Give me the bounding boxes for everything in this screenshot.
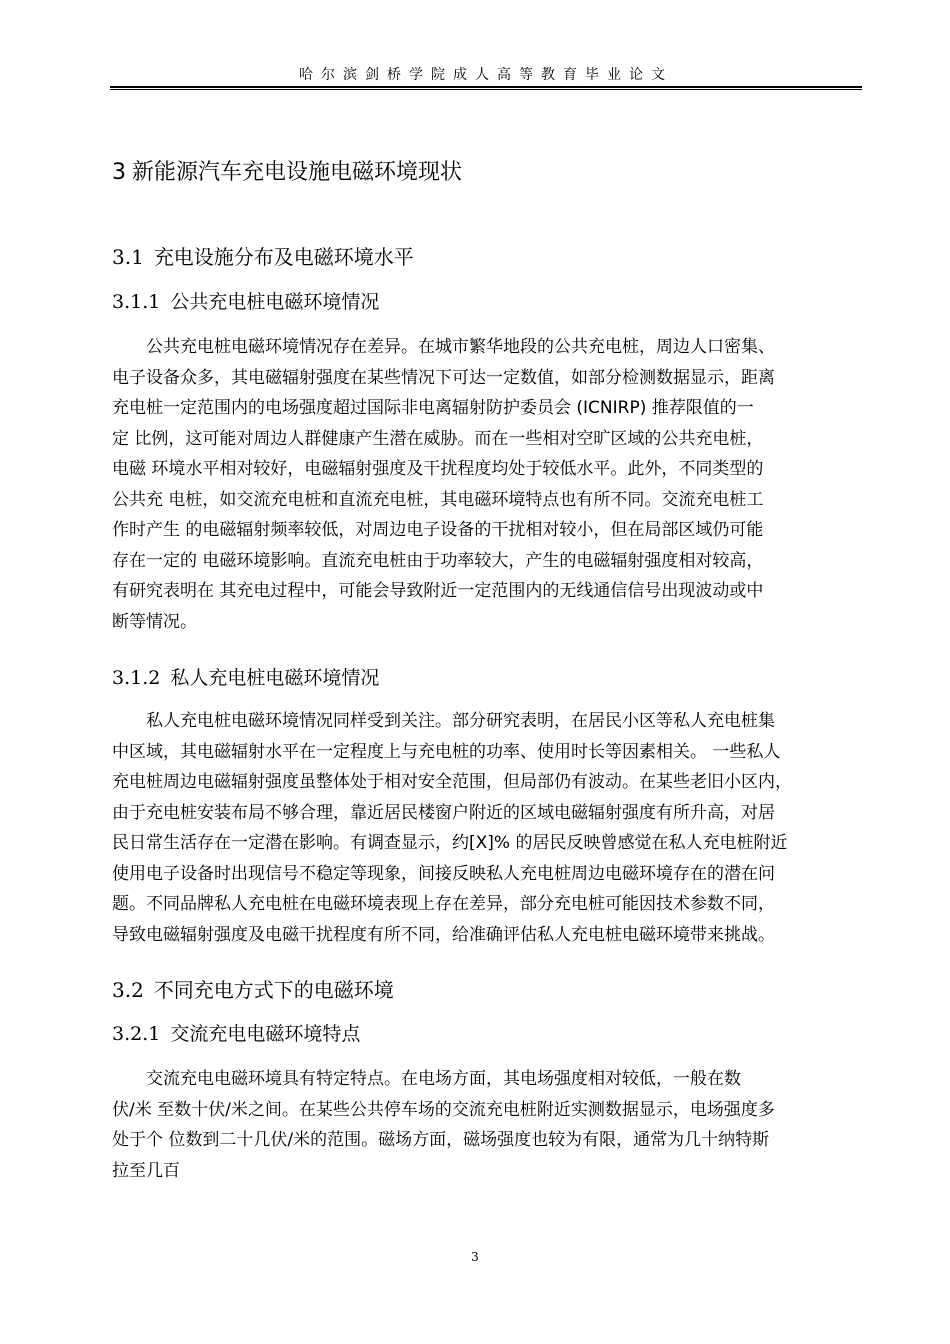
subsection-title: 公共充电桩电磁环境情况 [170, 291, 380, 313]
section-heading-3-1 [112, 243, 414, 271]
section-title: 不同充电方式下的电磁环境 [153, 978, 394, 1002]
chapter-title: 新能源汽车充电设施电磁环境现状 [132, 160, 463, 185]
text-line: 存在一定的 电磁环境影响。直流充电桩由于功率较大，产生的电磁辐射强度相对较高， [112, 550, 764, 571]
text-line: 使用电子设备时出现信号不稳定等现象，间接反映私人充电桩周边电磁环境存在的潜在问 [112, 863, 775, 884]
subsection-title: 私人充电桩电磁环境情况 [170, 667, 380, 689]
text-line: 充电桩一定范围内的电场强度超过国际非电离辐射防护委员会 (ICNIRP) 推荐限值的一 [112, 398, 754, 418]
paragraph-ac-charging [112, 1064, 862, 1186]
paragraph-public-charging [112, 332, 862, 637]
text-line: 公共充电桩电磁环境情况存在差异。在城市繁华地段的公共充电桩，周边人口密集、 [112, 337, 775, 357]
chapter-heading [112, 158, 462, 188]
text-line: 处于个 位数到二十几伏/米的范围。磁场方面，磁场强度也较为有限，通常为几十纳特斯 [112, 1130, 770, 1150]
text-line: 导致电磁辐射强度及电磁干扰程度有所不同，给准确评估私人充电桩电磁环境带来挑战。 [112, 924, 775, 945]
section-number: 3.2 [112, 978, 144, 1002]
subsection-number: 3.1.1 [112, 291, 161, 313]
section-heading-3-2 [112, 976, 394, 1004]
subsection-heading-3-1-2 [112, 665, 379, 691]
text-line: 伏/米 至数十伏/米之间。在某些公共停车场的交流充电桩附近实测数据显示，电场强度多 [112, 1099, 775, 1120]
header-rule [110, 86, 862, 90]
subsection-number: 3.1.2 [112, 667, 161, 689]
chapter-number: 3 [112, 160, 126, 185]
paragraph-private-charging [112, 706, 862, 950]
subsection-title: 交流充电电磁环境特点 [170, 1023, 361, 1045]
text-line: 作时产生 的电磁辐射频率较低，对周边电子设备的干扰相对较小，但在局部区域仍可能 [112, 520, 764, 540]
text-line: 题。不同品牌私人充电桩在电磁环境表现上存在差异，部分充电桩可能因技术参数不同， [112, 894, 775, 914]
section-number: 3.1 [112, 245, 144, 269]
text-line: 电子设备众多，其电磁辐射强度在某些情况下可达一定数值，如部分检测数据显示，距离 [112, 367, 775, 388]
text-line: 断等情况。 [112, 611, 197, 632]
section-title: 充电设施分布及电磁环境水平 [153, 245, 414, 269]
running-header: 哈尔滨剑桥学院成人高等教育毕业论文 [299, 67, 673, 83]
text-line: 充电桩周边电磁辐射强度虽整体处于相对安全范围，但局部仍有波动。在某些老旧小区内， [112, 772, 792, 792]
subsection-number: 3.2.1 [112, 1023, 161, 1045]
text-line: 公共充 电桩，如交流充电桩和直流充电桩，其电磁环境特点也有所不同。交流充电桩工 [112, 489, 764, 510]
subsection-heading-3-2-1 [112, 1021, 360, 1047]
text-line: 电磁 环境水平相对较好，电磁辐射强度及干扰程度均处于较低水平。此外，不同类型的 [112, 459, 764, 479]
page-number: 3 [471, 1250, 479, 1264]
text-line: 拉至几百 [112, 1160, 180, 1181]
text-line: 民日常生活存在一定潜在影响。有调查显示，约[X]% 的居民反映曾感觉在私人充电桩附近 [112, 833, 788, 853]
text-line: 中区域，其电磁辐射水平在一定程度上与充电桩的功率、使用时长等因素相关。 一些私人 [112, 741, 781, 762]
text-line: 由于充电桩安装布局不够合理，靠近居民楼窗户附近的区域电磁辐射强度有所升高，对居 [112, 802, 775, 823]
text-line: 私人充电桩电磁环境情况同样受到关注。部分研究表明，在居民小区等私人充电桩集 [112, 711, 775, 731]
text-line: 定 比例，这可能对周边人群健康产生潜在威胁。而在一些相对空旷区域的公共充电桩， [112, 428, 764, 449]
text-line: 有研究表明在 其充电过程中，可能会导致附近一定范围内的无线通信信号出现波动或中 [112, 581, 764, 601]
subsection-heading-3-1-1 [112, 289, 379, 315]
text-line: 交流充电电磁环境具有特定特点。在电场方面，其电场强度相对较低，一般在数 [112, 1069, 741, 1089]
